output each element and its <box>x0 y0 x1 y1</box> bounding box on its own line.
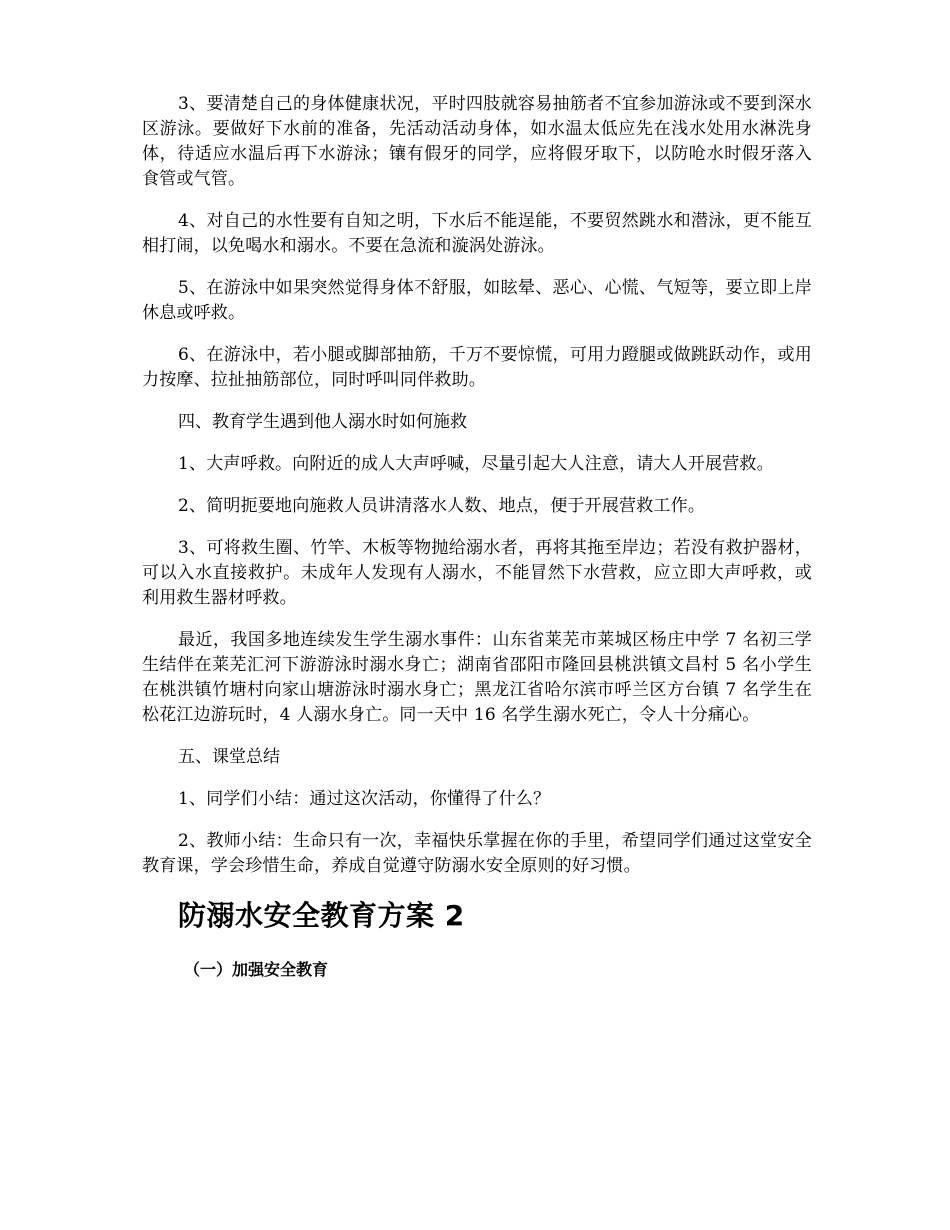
document-body <box>142 92 812 982</box>
paragraph-recent-incidents: 最近，我国多地连续发生学生溺水事件：山东省莱芜市莱城区杨庄中学 7 名初三学生结伴在莱芜汇河下游游泳时溺水身亡；湖南省邵阳市隆回县桃洪镇文昌村 5 名小学生在桃洪镇竹塘村向家山塘游泳时溺水身亡；黑龙江省哈尔滨市呼兰区方台镇 7 名学生在松花江边游玩时，4 人溺水身亡。同一天中 16 名学生溺水死亡，令人十分痛心。 <box>142 630 812 725</box>
paragraph-swim-health: 3、要清楚自己的身体健康状况，平时四肢就容易抽筋者不宜参加游泳或不要到深水区游泳。要做好下水前的准备，先活动活动身体，如水温太低应先在浅水处用水淋洗身体，待适应水温后再下水游泳；镶有假牙的同学，应将假牙取下，以防呛水时假牙落入食管或气管。 <box>142 94 812 189</box>
section-heading-rescue: 四、教育学生遇到他人溺水时如何施救 <box>178 412 467 432</box>
document-subheading: （一）加强安全教育 <box>184 960 329 979</box>
paragraph-student-summary: 1、同学们小结：通过这次活动，你懂得了什么？ <box>178 789 551 809</box>
section-heading-summary: 五、课堂总结 <box>178 747 280 767</box>
paragraph-cramp: 6、在游泳中，若小腿或脚部抽筋，千万不要惊慌，可用力蹬腿或做跳跃动作，或用力按摩、拉扯抽筋部位，同时呼叫同伴救助。 <box>142 345 812 390</box>
paragraph-throw-float: 3、可将救生圈、竹竿、木板等物抛给溺水者，再将其拖至岸边；若没有救护器材，可以入水直接救护。未成年人发现有人溺水，不能冒然下水营救，应立即大声呼救，或利用救生器材呼救。 <box>142 538 812 608</box>
document-section-title: 防溺水安全教育方案 2 <box>178 899 465 932</box>
paragraph-feel-unwell: 5、在游泳中如果突然觉得身体不舒服，如眩晕、恶心、心慌、气短等，要立即上岸休息或呼救。 <box>142 278 812 323</box>
paragraph-teacher-summary: 2、教师小结：生命只有一次，幸福快乐掌握在你的手里，希望同学们通过这堂安全教育课，学会珍惜生命，养成自觉遵守防溺水安全原则的好习惯。 <box>142 831 812 876</box>
paragraph-call-for-help: 1、大声呼救。向附近的成人大声呼喊，尽量引起大人注意，请大人开展营救。 <box>178 454 774 474</box>
paragraph-report-details: 2、简明扼要地向施救人员讲清落水人数、地点，便于开展营救工作。 <box>178 496 706 516</box>
paragraph-know-ability: 4、对自己的水性要有自知之明，下水后不能逞能，不要贸然跳水和潜泳，更不能互相打闹，以免喝水和溺水。不要在急流和漩涡处游泳。 <box>142 211 812 256</box>
